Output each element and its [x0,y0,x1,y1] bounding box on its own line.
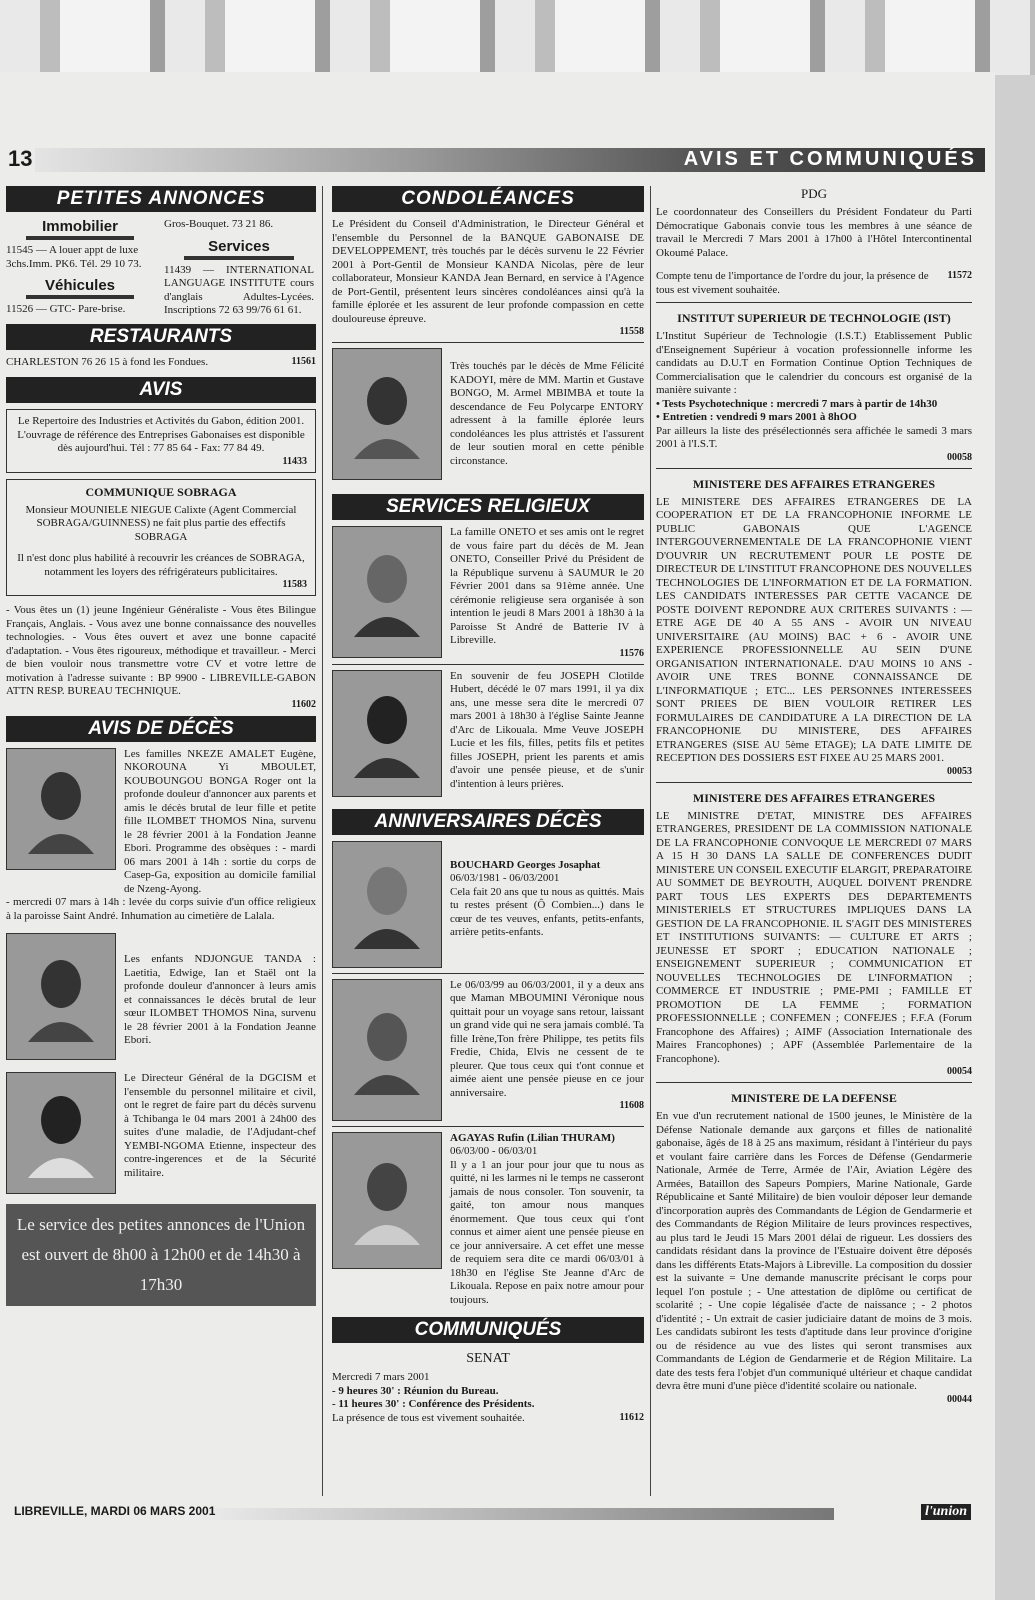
ad-number: 11602 [291,698,316,710]
ad-number: 00044 [947,1393,972,1405]
ad-number: 11576 [619,647,644,659]
column-1 [6,186,316,1306]
agayas-text: Il y a 1 an jour pour jour que tu nous as quitté, ni les larmes ni le temps ne casseront jamais de nous consoler. Ton souvenir, ta gaité, ton amour nous manques énormement. Que tous ceux qui t'ont connus et aimer aient une pensée pieuse en ce jour anniversaire. A cet effet une messe de requiem sera dite ce mardi 06/03/01 à 18h30 en l'église Ste Jeanne d'Arc de Likouala. Repose en paix notre amour pour toujours. [450,1158,644,1306]
senat-title: SENAT [466,1351,510,1366]
mae-text: LE MINISTRE D'ETAT, MINISTRE DES AFFAIRES ETRANGERES, PRESIDENT DE LA COMMISSION NATIONALE DE LA FRANCOPHONIE CONVOQUE LE MERCREDI 07 MARS A 15 H 30 DANS LA SALLE DE CONFERENCES DUDIT MINISTERE UN CONSEIL EXECUTIF ELARGIT, PREPARATOIRE AU SOMMET DE BEYROUTH, AUQUEL DOIVENT PRENDRE PART TOUS LES EXPERTS DES DEPARTEMENTS MINISTERIELS ET STRUCTURES IMPLIQUES DANS LA GESTION DE LA FRANCOPHONIE. IL S'AGIT DES MINISTERES ET INSTITUTIONS SUIVANTS: — CULTURE ET ARTS ; JEUNESSE ET SPORT ; EDUCATION NATIONALE ; ENSEIGNEMENT SUPERIEUR ; COMMUNICATION ET NOUVELLES TECHNOLOGIES DE L'INFORMATION ; COMMERCE ET INDUSTRIE ; PME-PMI ; FAMILLE ET PROMOTION DE LA FEMME ; FORMATION PROFESSIONNELLE ; CONFEMEN ; CONFEJES ; F.F.A (Forum Francophone des Affaires) ; AIMF (Association Internationale des Maires Francophones) ; APF (Assemblée Parlementaire de la Francophone). [656,809,972,1065]
portrait-photo [6,748,116,870]
defense-title: MINISTERE DE LA DEFENSE [731,1091,897,1105]
portrait-photo [332,979,442,1121]
joseph-notice [332,670,644,797]
deces-text: Le Directeur Général de la DGCISM et l'ensemble du personnel militaire et civil, ont le regret de faire part du décès survenu à Tchibanga le 04 mars 2001 à 24h00 des suites d'une maladie, de l'Adjudant-chef YEMBI-NGOMA Etienne, inspecteur des contre-ingerences et de la Sécurité militaire. [124,1072,316,1179]
portrait-photo [332,670,442,797]
divider [184,256,294,260]
immobilier-heading: Immobilier [42,218,118,235]
divider [656,302,972,303]
divider [656,782,972,783]
ad-number: 11561 [291,355,316,367]
anniversaires-heading: ANNIVERSAIRES DÉCÈS [332,809,644,835]
mboumini-text: Le 06/03/99 au 06/03/2001, il y a deux ans que Maman MBOUMINI Véronique nous quittait pour un voyage sans retour, laissant un grand vide qui ne sera jamais comblé. Ta fille Irène,Ton frère Philippe, tes petits fils Fredie, Chida, Elvis ne cessent de te pleurer. Que tous ceux qui t'ont connue et aimée aient une pensée pieuse en ce jour anniversaire. [450,978,644,1099]
divider [656,468,972,469]
services-religieux-heading: SERVICES RELIGIEUX [332,494,644,520]
deces-notice [6,748,316,897]
petites-annonces-heading: PETITES ANNONCES [6,186,316,212]
column-3 [656,186,972,1405]
column-rule [650,186,651,1496]
deces-text: Les familles NKEZE AMALET Eugène, NKOROUNA Yi MBOULET, KOUBOUNGOU BONGA Roger ont la profonde douleur d'annoncer aux parents et amis le décès brutal de leur fille et petite fille ILOMBET THOMOS Nina, survenu le 28 février 2001 à la Fondation Jeanne Ebori. Programme des obsèques : - mardi 06 mars 2001 à 14h : sortie du corps de Casep-Ga, exposition au domicile familial de Nzeng-Ayong. [124,747,316,895]
ist-text: Par ailleurs la liste des présélectionnés sera affichée le samedi 3 mars 2001 à l'I.S.T. [656,424,972,450]
agayas-notice [332,1132,644,1308]
page-number: 13 [8,146,33,171]
sobraga-text: Monsieur MOUNIELE NIEGUE Calixte (Agent Commercial SOBRAGA/GUINNESS) ne fait plus partie des effectifs SOBRAGA [25,503,297,543]
restaurant-ad: CHARLESTON 76 26 15 à fond les Fondues. [6,355,209,368]
services-ad: 11439 — INTERNATIONAL LANGUAGE INSTITUTE cours d'anglais Adultes-Lycées. Inscriptions 72 63 99/76 61 61. [164,263,314,316]
ist-title: INSTITUT SUPERIEUR DE TECHNOLOGIE (IST) [677,311,951,325]
communiques-heading: COMMUNIQUÉS [332,1317,644,1343]
column-rule [322,186,323,1496]
kadoyi-text: Très touchés par le décès de Mme Félicité KADOYI, mère de MM. Martin et Gustave BONGO, M. Armel MBIMBA et toute la descendance de Feu Polycarpe ENTORY adressent à la famille éplorée leurs condoléances les plus attristés et l'assurent de leur soutien moral en cette pénible circonstance. [450,360,644,467]
deces-notice [6,1072,316,1194]
ad-number: 11612 [619,1411,644,1423]
pdg-text: Le coordonnateur des Conseillers du Président Fondateur du Parti Démocratique Gabonais convie tous les membres à une séance de travail le Mercredi 7 Mars 2001 à 17h00 à l'Hôtel Intercontinental Okoumé Palace. [656,206,972,259]
footer-dateline: LIBREVILLE, MARDI 06 MARS 2001 [14,1504,216,1518]
mboumini-notice [332,979,644,1121]
avis-deces-heading: AVIS DE DÉCÈS [6,716,316,742]
condoleances-heading: CONDOLÉANCES [332,186,644,212]
immobilier-ad: 11545 — A louer appt de luxe 3chs.Imm. PK6. Tél. 29 10 73. [6,244,142,270]
portrait-photo [332,841,442,968]
divider [656,1082,972,1083]
bouchard-notice [332,841,644,968]
kadoyi-notice [332,348,644,480]
ad-number: 00053 [947,765,972,777]
senat-date: Mercredi 7 mars 2001 [332,1371,430,1383]
mae-text: LE MINISTERE DES AFFAIRES ETRANGERES DE LA COOPERATION ET DE LA FRANCOPHONIE INFORME LE PUBLIC GABONAIS QUE L'AGENCE INTERGOUVERNEMENTALE DE LA FRANCOPHONIE VIENT D'OUVRIR UN RECRUTEMENT POUR LE POSTE DE DIRECTEUR DE L'INSTITUT FRANCOPHONE DES NOUVELLES TECHNOLOGIES DE L'INFORMATION ET DE LA FORMATION. LES CANDIDATS INTERESSES PAR CETTE VACANCE DE POSTE DOIVENT REPONDRE AUX CRITERES SUIVANTS : — ETRE AGE DE 40 A 55 ANS - AVOIR UN NIVEAU UNIVERSITAIRE (AU MOINS) BAC + 6 - AVOIR UNE EXPERIENCE PROFESSIONNELLE AU SEIN D'UNE ORGANISATION INTERNATIONALE. D'AU MOINS 10 ANS - AVOIR UNE TRES BONNE CONNAISSANCE DE L'INFORMATIQUE ; ETC... LES PERSONNES INTERESSEES SONT PRIEES DE BIEN VOULOIR RETIRER LES FORMULAIRES DE CANDIDATURE A LA DIRECTION DE LA FRANCOPHONIE DU MINISTERE, DES AFFAIRES ETRANGERES (SISE AU 5ème ETAGE); LA DATE LIMITE DE RECEPTION DES DOSSIERS EST FIXEE AU 25 MARS 2001. [656,495,972,764]
ad-number: 00058 [947,451,972,463]
bgd-condoleances-text: Le Président du Conseil d'Administration, le Directeur Général et l'ensemble du Personnel de la BANQUE GABONAISE DE DEVELOPPEMENT, très touchés par le décès survenu le 22 Février 2001 à Port-Gentil de Monsieur KANDA Nicolas, père de leur collaborateur, Monsieur KANDA Jean Bernard, en service à l'Agence de Port-Gentil, présentent leurs sincères condoléances ainsi qu'à la famille éplorée et les assurent de leur profonde compassion en cette douloureuse épreuve. [332,218,644,325]
avis-heading: AVIS [6,377,316,403]
section-title: AVIS ET COMMUNIQUÉS [683,148,977,170]
sobraga-notice [6,479,316,597]
column-2 [332,186,644,1425]
joseph-text: En souvenir de feu JOSEPH Clotilde Hubert, décédé le 07 mars 1991, il ya dix ans, une messe sera dite le mercredi 07 mars 2001 à 18h30 à l'église Sainte Jeanne d'Arc de Likouala. Mme Veuve JOSEPH Lucie et les fils, filles, petits fils et petites filles JOSEPH, prient les parents et amis d'avoir une pensée pieuse, et de s'unir d'intention à leurs prières. [450,669,644,790]
ist-bullet: • Entretien : vendredi 9 mars 2001 à 8hOO [656,411,857,423]
defense-text: En vue d'un recrutement national de 1500 jeunes, le Ministère de la Défense Nationale demande aux garçons et filles de nationalité gabonaise, âgés de 18 à 25 ans maximum, résidant à l'intérieur du pays et voulant faire carrière dans les Forces de Défense (Gendarmerie Nationale, Armée de Terre, Armée de l'Air, Aviation Légère des Armées, Bataillon des Sapeurs Pompiers, Marine Nationale, Garde Républicaine et Santé Militaire) de bien vouloir déposer leur demande d'incorporation auprès des Commandants de Légion de Gendarmerie et des Commandants de Région Militaire de leurs provinces respectives, au plus tard le Jeudi 15 Mars 2001 délai de rigueur. Les dossiers des candidats résidant dans la province de l'Estuaire doivent être déposés dans les différents Etats-Majors à Libreville. La composition du dossier est la suivante = Une demande manuscrite précisant le corps pour lequel l'on postule ; - Une attestation de diplôme ou certificat de scolarité ; - Une copie légalisée d'acte de naissance ; - 2 photos d'identité ; - Un extrait de casier judiciaire datant de moins de 3 mois. Les candidats subiront les tests d'aptitude dans leur province d'origine ou de résidence au vue des listes qui seront transmises aux Commandants de Légion de Gendarmerie et de Région Militaire. La date des tests fera l'objet d'un communiqué ultérieur et chaque candidat devra être muni d'une pièce d'identité scolaire ou nationale. [656,1110,972,1392]
restaurants-heading: RESTAURANTS [6,324,316,350]
mae-title: MINISTERE DES AFFAIRES ETRANGERES [692,476,936,491]
divider [26,236,134,240]
page-footer [14,1504,971,1522]
senat-closing: La présence de tous est vivement souhaitée. [332,1411,525,1424]
deces-notice [6,933,316,1060]
footer-bar [184,1508,834,1520]
senat-item: - 11 heures 30' : Conférence des Présidents. [332,1398,535,1410]
scan-top-background [0,0,1035,75]
mae-title: MINISTERE DES AFFAIRES ETRANGERES [692,790,936,805]
sobraga-title: COMMUNIQUE SOBRAGA [85,484,237,499]
oneto-text: La famille ONETO et ses amis ont le regret de vous faire part du décès de M. Jean ONETO, Conseiller Privé du Président de la République survenu à SAUMUR le 20 Février 2001 dans sa 91ème année. Une cérémonie religieuse sera organisée à son intention le jeudi 8 Mars 2001 à 18h30 à la Paroisse St André de Batterie IV à Libreville. [450,526,644,646]
portrait-photo [332,526,442,658]
vehicules-ad: 11526 — GTC- Pare-brise. [6,303,126,315]
ad-number: 11572 [947,270,972,281]
senat-item: - 9 heures 30' : Réunion du Bureau. [332,1384,499,1397]
vehicules-heading: Véhicules [44,277,116,294]
divider [332,342,644,343]
pdg-text: Compte tenu de l'importance de l'ordre du jour, la présence de tous est vivement souhaitée. [656,270,929,296]
pdg-title: PDG [800,186,827,201]
ad-number: 11583 [282,579,307,590]
job-ad-text: - Vous êtes un (1) jeune Ingénieur Généraliste - Vous êtes Bilingue Français, Anglais. - Vous avez une bonne connaissance des nouvelles technologies. - Vous êtes ouvert et avez une bonne capacité d'adaptation. - Vous êtes rigoureux, méthodique et travailleur. - Merci de bien vouloir nous transmettre votre CV et votre lettre de motivation à l'adresse suivante : BP 9900 - LIBREVILLE-GABON ATTN RESP. BUREAU TECHNIQUE. [6,604,316,697]
ist-text: L'Institut Supérieur de Technologie (I.S.T.) Etablissement Public d'Enseignement Supérieur à vocation professionnelle informe les candidats au D.U.T en Formation Continue Option Techniques de Commercialisation que le calendrier du concours est organisé de la manière suivante : [656,330,972,396]
newspaper-logo: l'union [921,1504,971,1520]
divider [26,295,134,299]
portrait-photo [6,1072,116,1194]
deces-text: Les enfants NDJONGUE TANDA : Laetitia, Edwige, Ian et Staël ont la profonde douleur d'annoncer à leurs amis et connaissances le décès brutal de leur sœur ILOMBET THOMOS Nina, survenu le 28 février 2001 à la Fondation Jeanne Ebori. [124,953,316,1046]
sobraga-text: Il n'est donc plus habilité à recouvrir les créances de SOBRAGA, notamment les loyers des réfrigérateurs publicitaires. [17,552,305,578]
agayas-dates: 06/03/00 - 06/03/01 [450,1145,538,1157]
ad-number: 11558 [619,326,644,337]
portrait-photo [332,348,442,480]
agayas-name: AGAYAS Rufin (Lilian THURAM) [450,1131,615,1144]
divider [332,973,644,974]
repertoire-text: Le Repertoire des Industries et Activités du Gabon, édition 2001. L'ouvrage de référence des Entreprises Gabonaises est disponible dès aujourd'hui. Tél : 77 85 64 - Fax: 77 84 49. [17,415,305,454]
oneto-notice [332,526,644,659]
portrait-photo [332,1132,442,1269]
ad-number: 11433 [282,455,307,467]
portrait-photo [6,933,116,1060]
divider [332,1126,644,1127]
bouchard-name: BOUCHARD Georges Josaphat [450,858,601,871]
repertoire-notice [6,409,316,473]
immobilier-ad-continued: Gros-Bouquet. 73 21 86. [164,218,274,230]
services-heading: Services [208,237,270,255]
ad-number: 11608 [619,1100,644,1111]
deces-text: - mercredi 07 mars à 14h : levée du corps suivie d'un office religieux à la paroisse Saint André. Inhumation au cimetière de Lalala. [6,896,316,922]
bouchard-text: Cela fait 20 ans que tu nous as quittés. Mais tu restes présent (Ô Combien...) dans le cœur de tes veuves, enfants, petits-enfants, arrière petits-enfants. [450,885,644,938]
petites-annonces-promo: Le service des petites annonces de l'Union est ouvert de 8h00 à 12h00 et de 14h30 à 17h30 [6,1204,316,1306]
bouchard-dates: 06/03/1981 - 06/03/2001 [450,872,560,884]
divider [332,664,644,665]
ist-bullet: • Tests Psychotechnique : mercredi 7 mars à partir de 14h30 [656,397,938,410]
ad-number: 00054 [947,1066,972,1077]
